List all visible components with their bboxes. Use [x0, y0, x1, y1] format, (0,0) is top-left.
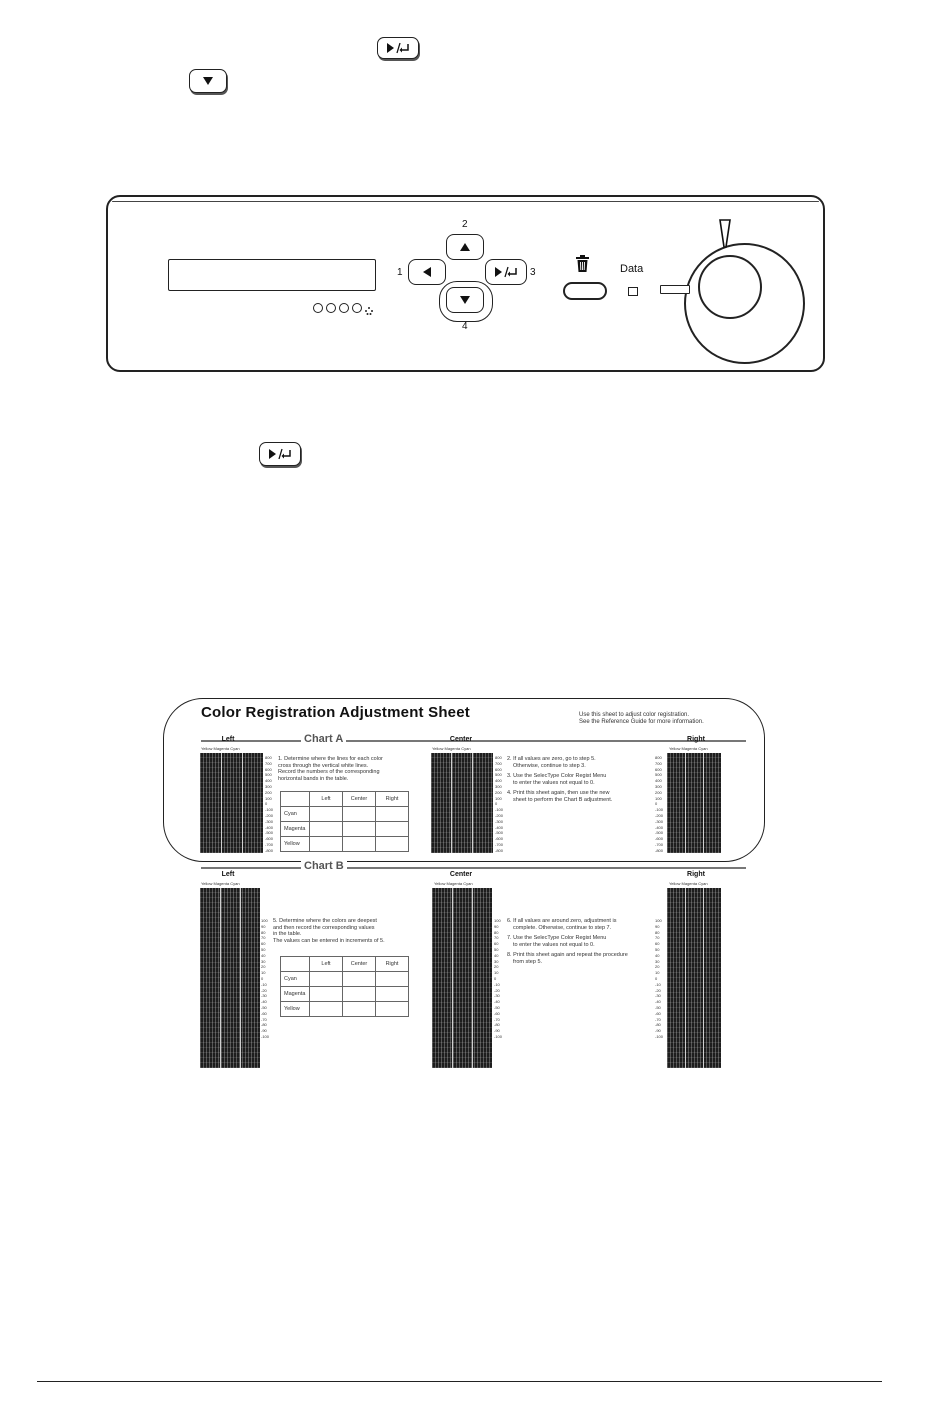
scale-value: 10 — [261, 970, 266, 976]
sheet-note-line: Use this sheet to adjust color registration. — [579, 712, 690, 718]
indicator-dot — [352, 303, 362, 313]
chart-a-left-scale — [265, 755, 273, 854]
scale-value: 60 — [494, 941, 499, 947]
table-row-label: Cyan — [281, 807, 310, 822]
scale-value: -600 — [495, 836, 504, 842]
scale-value: -60 — [261, 1010, 267, 1016]
chart-b-center-sublabels: Yellow Magenta Cyan — [434, 881, 473, 886]
chart-b-center-scale — [494, 918, 502, 1040]
scale-value: 500 — [495, 772, 502, 778]
scale-value: 70 — [261, 935, 266, 941]
scale-value: -60 — [655, 1010, 661, 1016]
left-arrow-icon — [422, 266, 432, 278]
chart-a-right-bars — [667, 753, 721, 853]
table-cell — [376, 1002, 409, 1017]
scale-value: 500 — [265, 772, 272, 778]
table-cell — [343, 987, 376, 1002]
instruction-line: and then record the corresponding values — [273, 924, 375, 931]
chart-a-right-sublabels: Yellow Magenta Cyan — [669, 746, 708, 751]
instruction-line: to enter the values not equal to 0. — [513, 941, 595, 948]
scale-value: -30 — [261, 993, 267, 999]
instruction-line: cross through the vertical white lines. — [278, 762, 369, 769]
scale-value: 30 — [261, 958, 266, 964]
scale-value: -70 — [655, 1016, 661, 1022]
play-enter-key-icon — [377, 37, 419, 59]
instruction-line: Record the numbers of the corresponding — [278, 769, 380, 776]
table-cell — [310, 837, 343, 852]
scale-value: -20 — [261, 987, 267, 993]
scale-value: 100 — [495, 795, 502, 801]
scale-value: 80 — [261, 929, 266, 935]
instruction-line: complete. Otherwise, continue to step 7. — [513, 924, 612, 931]
table-header: Left — [310, 957, 343, 972]
instruction-line: 4. Print this sheet again, then use the new — [507, 790, 610, 797]
chart-a-label: Chart A — [301, 733, 346, 745]
data-label: Data — [620, 263, 644, 275]
scale-value: -300 — [265, 818, 274, 824]
chart-a-center-sublabels: Yellow Magenta Cyan — [432, 746, 471, 751]
scale-value: -400 — [265, 824, 274, 830]
scale-value: 300 — [655, 783, 662, 789]
scale-value: -100 — [265, 807, 274, 813]
chart-a-center-heading: Center — [449, 736, 473, 743]
scale-value: -100 — [655, 807, 664, 813]
chart-b-left-scale — [261, 918, 269, 1040]
table-cell — [310, 972, 343, 987]
table-cell — [376, 837, 409, 852]
scale-value: 30 — [655, 958, 660, 964]
chart-b-record-table — [280, 956, 409, 1017]
scale-value: 70 — [655, 935, 660, 941]
scale-value: -70 — [261, 1016, 267, 1022]
scale-value: -40 — [494, 999, 500, 1005]
sheet-note — [579, 712, 704, 726]
scale-value: 10 — [655, 970, 660, 976]
play-enter-icon — [267, 448, 293, 460]
scale-value: 90 — [655, 923, 660, 929]
sheet-title: Color Registration Adjustment Sheet — [201, 704, 470, 721]
scale-value: -700 — [265, 841, 274, 847]
scale-value: 20 — [494, 964, 499, 970]
scale-value: 0 — [261, 975, 264, 981]
scale-value: 90 — [494, 923, 499, 929]
chart-b-left-bars — [200, 888, 260, 1068]
sheet-note-line: See the Reference Guide for more information. — [579, 719, 704, 725]
scale-value: 400 — [495, 778, 502, 784]
scale-value: -20 — [655, 987, 661, 993]
down-arrow-icon — [202, 76, 214, 86]
scale-value: 10 — [494, 970, 499, 976]
scale-value: 40 — [261, 952, 266, 958]
table-row-label: Cyan — [281, 972, 310, 987]
instruction-line: 1. Determine where the lines for each color — [278, 756, 383, 762]
chart-b-left-sublabels: Yellow Magenta Cyan — [201, 881, 240, 886]
trash-icon — [575, 255, 590, 273]
instruction-line: sheet to perform the Chart B adjustment. — [513, 796, 613, 803]
scale-value: 300 — [265, 783, 272, 789]
scale-value: 50 — [655, 946, 660, 952]
table-cell — [343, 972, 376, 987]
scale-value: -600 — [655, 836, 664, 842]
chart-b-right-heading: Right — [687, 871, 705, 878]
scale-value: -500 — [655, 830, 664, 836]
chart-a-left-bars — [200, 753, 263, 853]
scale-value: -80 — [494, 1022, 500, 1028]
scale-value: -50 — [655, 1004, 661, 1010]
table-cell — [343, 1002, 376, 1017]
scale-value: -90 — [261, 1028, 267, 1034]
printer-control-panel — [106, 195, 825, 372]
table-header: Center — [343, 792, 376, 807]
chart-b-instructions-2 — [507, 918, 677, 966]
scale-value: 60 — [261, 941, 266, 947]
chart-b-rule-right — [346, 867, 746, 869]
chart-a-instructions-1 — [278, 756, 428, 782]
table-cell — [310, 807, 343, 822]
enter-button-number: 3 — [530, 267, 536, 278]
chart-b-instructions-1 — [273, 918, 443, 944]
scale-value: -100 — [261, 1033, 270, 1039]
scale-value: -200 — [655, 812, 664, 818]
scale-value: 100 — [265, 795, 272, 801]
play-enter-key-icon — [259, 442, 301, 466]
down-key-icon — [189, 69, 227, 93]
table-cell — [343, 837, 376, 852]
down-button[interactable] — [446, 287, 484, 313]
scale-value: 800 — [655, 755, 662, 760]
scale-value: 400 — [655, 778, 662, 784]
scale-value: -50 — [494, 1004, 500, 1010]
down-button-number: 4 — [462, 321, 468, 332]
up-button-number: 2 — [462, 219, 468, 230]
instruction-line: 3. Use the SelecType Color Regist Menu — [507, 773, 607, 780]
scale-value: -100 — [495, 807, 504, 813]
down-arrow-icon — [459, 295, 471, 305]
scale-value: -300 — [655, 818, 664, 824]
scale-value: -300 — [495, 818, 504, 824]
scale-value: -800 — [495, 847, 504, 853]
scale-value: -50 — [261, 1004, 267, 1010]
chart-b-center-bars — [432, 888, 492, 1068]
scale-value: 60 — [655, 941, 660, 947]
scale-value: -600 — [265, 836, 274, 842]
scale-value: 90 — [261, 923, 266, 929]
scale-value: 0 — [494, 975, 497, 981]
scale-value: 100 — [655, 795, 662, 801]
instruction-line: horizontal bands in the table. — [278, 775, 349, 782]
scale-value: 600 — [655, 766, 662, 772]
scale-value: 700 — [265, 760, 272, 766]
scale-value: 40 — [655, 952, 660, 958]
scale-value: 100 — [655, 918, 662, 923]
sparkle-icon — [364, 306, 374, 315]
scale-value: 700 — [495, 760, 502, 766]
table-row-label: Yellow — [281, 1002, 310, 1017]
chart-b-right-bars — [667, 888, 721, 1068]
instruction-line: 5. Determine where the colors are deepest — [273, 918, 377, 924]
chart-a-right-heading: Right — [687, 736, 705, 743]
scale-value: 100 — [261, 918, 268, 923]
table-cell — [343, 807, 376, 822]
scale-value: -70 — [494, 1016, 500, 1022]
table-cell — [281, 792, 310, 807]
table-row-label: Magenta — [281, 987, 310, 1002]
up-arrow-icon — [459, 242, 471, 252]
table-cell — [281, 957, 310, 972]
scale-value: 40 — [494, 952, 499, 958]
table-header: Left — [310, 792, 343, 807]
scale-value: -80 — [655, 1022, 661, 1028]
instruction-line: Otherwise, continue to step 3. — [513, 762, 586, 769]
instruction-line: from step 5. — [513, 958, 543, 965]
play-enter-icon — [493, 266, 519, 278]
table-cell — [376, 807, 409, 822]
scale-value: 20 — [261, 964, 266, 970]
chart-a-left-sublabels: Yellow Magenta Cyan — [201, 746, 240, 751]
instruction-line: The values can be entered in increments of 5. — [273, 937, 385, 944]
table-header: Right — [376, 792, 409, 807]
table-cell — [376, 972, 409, 987]
power-switch-knob[interactable] — [698, 255, 762, 319]
footer-rule — [37, 1381, 882, 1382]
play-enter-icon — [385, 42, 411, 54]
scale-value: 400 — [265, 778, 272, 784]
table-cell — [376, 822, 409, 837]
left-button-number: 1 — [397, 267, 403, 278]
table-cell — [310, 987, 343, 1002]
scale-value: -90 — [655, 1028, 661, 1034]
scale-value: 0 — [655, 801, 658, 807]
table-cell — [310, 1002, 343, 1017]
power-pointer-icon — [718, 219, 732, 249]
scale-value: -800 — [265, 847, 274, 853]
scale-value: -100 — [494, 1033, 503, 1039]
scale-value: 100 — [494, 918, 501, 923]
left-button[interactable] — [408, 259, 446, 285]
scale-value: -500 — [495, 830, 504, 836]
instruction-line: 7. Use the SelecType Color Regist Menu — [507, 935, 607, 942]
instruction-line: 8. Print this sheet again and repeat the procedure — [507, 952, 628, 959]
scale-value: -10 — [655, 981, 661, 987]
indicator-dot — [326, 303, 336, 313]
table-header: Right — [376, 957, 409, 972]
scale-value: 600 — [495, 766, 502, 772]
scale-value: 800 — [265, 755, 272, 760]
lcd-display — [168, 259, 376, 291]
scale-value: -60 — [494, 1010, 500, 1016]
chart-b-center-heading: Center — [449, 871, 473, 878]
instruction-line: 2. If all values are zero, go to step 5. — [507, 756, 596, 762]
scale-value: -200 — [265, 812, 274, 818]
scale-value: -30 — [494, 993, 500, 999]
table-cell — [310, 822, 343, 837]
indicator-dot — [313, 303, 323, 313]
scale-value: 70 — [494, 935, 499, 941]
chart-b-rule-left — [201, 867, 301, 869]
chart-b-label: Chart B — [301, 860, 347, 872]
data-light — [628, 287, 638, 296]
table-cell — [343, 822, 376, 837]
instruction-line: in the table. — [273, 931, 302, 938]
scale-value: 0 — [655, 975, 658, 981]
scale-value: 700 — [655, 760, 662, 766]
scale-value: -90 — [494, 1028, 500, 1034]
scale-value: -10 — [261, 981, 267, 987]
instruction-line: to enter the values not equal to 0. — [513, 779, 595, 786]
scale-value: 200 — [495, 789, 502, 795]
scale-value: 800 — [495, 755, 502, 760]
color-registration-sheet — [183, 692, 763, 1087]
chart-a-record-table — [280, 791, 409, 852]
scale-value: 0 — [495, 801, 498, 807]
table-row-label: Yellow — [281, 837, 310, 852]
scale-value: 80 — [655, 929, 660, 935]
scale-value: 600 — [265, 766, 272, 772]
indicator-dot — [339, 303, 349, 313]
chart-a-right-scale — [655, 755, 663, 854]
scale-value: 50 — [261, 946, 266, 952]
cancel-job-button[interactable] — [563, 282, 607, 300]
scale-value: 20 — [655, 964, 660, 970]
scale-value: 80 — [494, 929, 499, 935]
up-button[interactable] — [446, 234, 484, 260]
power-indicator-slot — [660, 285, 690, 294]
scale-value: 500 — [655, 772, 662, 778]
table-header: Center — [343, 957, 376, 972]
scale-value: -40 — [655, 999, 661, 1005]
scale-value: -100 — [655, 1033, 664, 1039]
scale-value: -40 — [261, 999, 267, 1005]
chart-b-left-heading: Left — [221, 871, 235, 878]
chart-b-right-scale — [655, 918, 663, 1040]
scale-value: 30 — [494, 958, 499, 964]
instruction-line: 6. If all values are around zero, adjustment is — [507, 918, 617, 924]
table-cell — [376, 987, 409, 1002]
scale-value: -500 — [265, 830, 274, 836]
scale-value: 300 — [495, 783, 502, 789]
scale-value: -10 — [494, 981, 500, 987]
scale-value: 50 — [494, 946, 499, 952]
scale-value: 200 — [655, 789, 662, 795]
scale-value: -800 — [655, 847, 664, 853]
scale-value: -20 — [494, 987, 500, 993]
scale-value: -700 — [655, 841, 664, 847]
chart-b-right-sublabels: Yellow Magenta Cyan — [669, 881, 708, 886]
scale-value: 200 — [265, 789, 272, 795]
scale-value: -700 — [495, 841, 504, 847]
scale-value: -80 — [261, 1022, 267, 1028]
scale-value: -400 — [495, 824, 504, 830]
chart-a-instructions-2 — [507, 756, 667, 804]
table-row-label: Magenta — [281, 822, 310, 837]
chart-a-left-heading: Left — [221, 736, 235, 743]
scale-value: -400 — [655, 824, 664, 830]
scale-value: -30 — [655, 993, 661, 999]
chart-a-center-bars — [431, 753, 493, 853]
enter-button[interactable] — [485, 259, 527, 285]
chart-a-center-scale — [495, 755, 503, 854]
scale-value: -200 — [495, 812, 504, 818]
scale-value: 0 — [265, 801, 268, 807]
